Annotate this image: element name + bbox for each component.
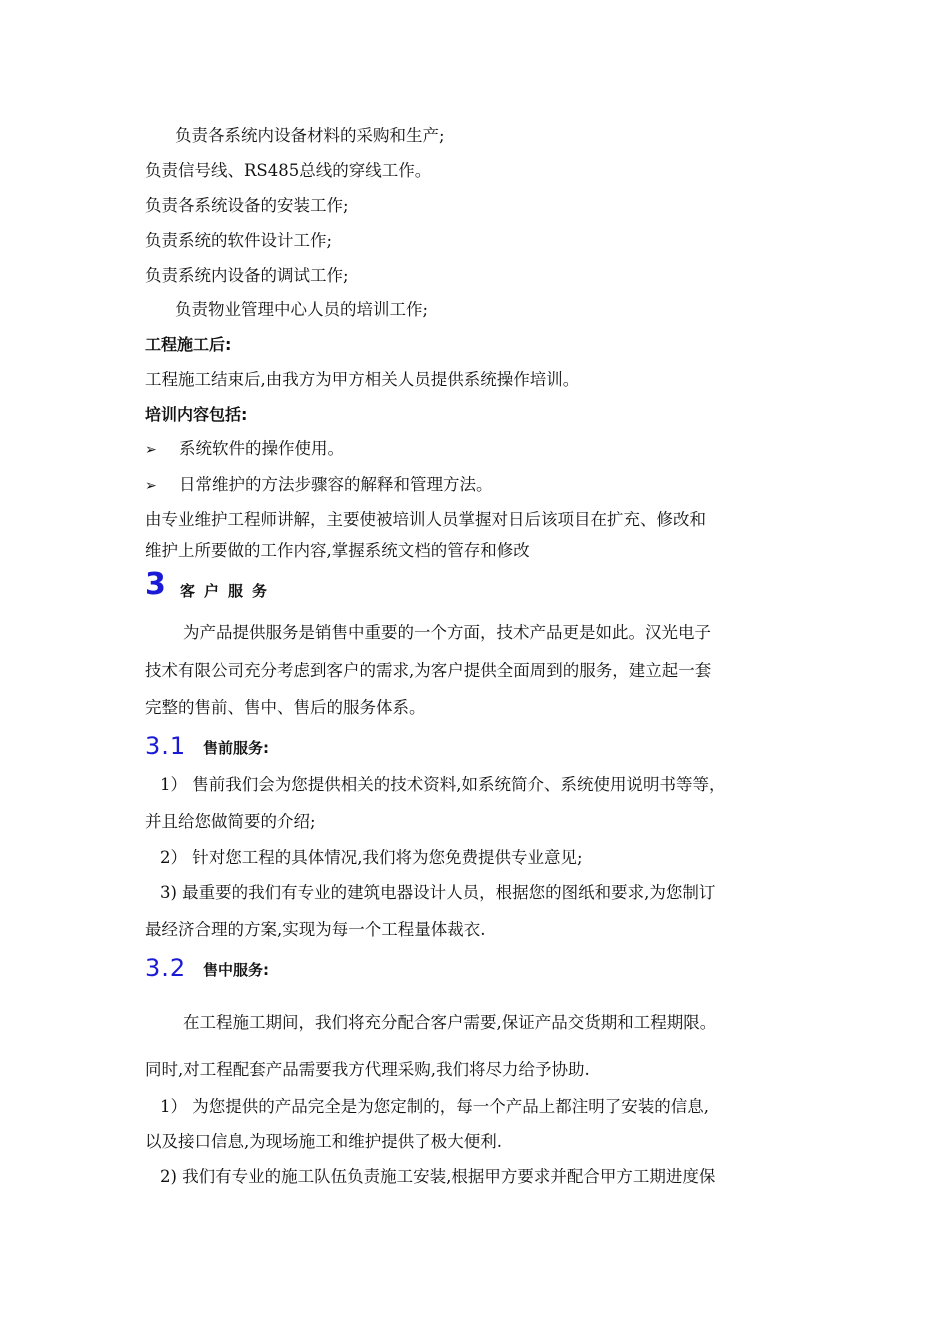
bullet-item — [145, 438, 344, 461]
paragraph-line: 技术有限公司充分考虑到客户的需求,为客户提供全面周到的服务，建立起一套 — [145, 661, 712, 680]
arrow-bullet-icon: ➢ — [145, 442, 157, 458]
list-item-continuation: 以及接口信息,为现场施工和维护提供了极大便利. — [145, 1132, 502, 1151]
bullet-text: 系统软件的操作使用。 — [179, 439, 344, 458]
text-line: 负责各系统设备的安装工作; — [145, 196, 349, 215]
section-number: 3.2 — [145, 954, 187, 982]
text-line: 负责系统的软件设计工作; — [145, 231, 333, 250]
section-title: 售中服务: — [203, 961, 269, 979]
section-number: 3 — [145, 567, 166, 602]
list-item: 3) 最重要的我们有专业的建筑电器设计人员，根据您的图纸和要求,为您制订 — [160, 883, 716, 902]
section-title: 售前服务: — [203, 739, 269, 757]
paragraph-line: 完整的售前、售中、售后的服务体系。 — [145, 698, 426, 717]
paragraph-line: 在工程施工期间，我们将充分配合客户需要,保证产品交货期和工程期限。 — [183, 1013, 717, 1032]
section-title: 客户服务 — [180, 582, 277, 600]
list-item: 2) 我们有专业的施工队伍负责施工安装,根据甲方要求并配合甲方工期进度保 — [160, 1167, 716, 1186]
list-item: 1） 售前我们会为您提供相关的技术资料,如系统简介、系统使用说明书等等， — [160, 775, 726, 794]
paragraph-line: 为产品提供服务是销售中重要的一个方面，技术产品更是如此。汉光电子 — [183, 623, 711, 642]
bullet-text: 日常维护的方法步骤容的解释和管理方法。 — [179, 475, 493, 494]
arrow-bullet-icon: ➢ — [145, 478, 157, 494]
text-line: 由专业维护工程师讲解，主要使被培训人员掌握对日后该项目在扩充、修改和 — [145, 510, 706, 529]
list-item-continuation: 并且给您做简要的介绍; — [145, 812, 316, 831]
text-line: 维护上所要做的工作内容,掌握系统文档的管存和修改 — [145, 541, 530, 560]
text-line: 负责系统内设备的调试工作; — [145, 266, 349, 285]
paragraph-line: 同时,对工程配套产品需要我方代理采购,我们将尽力给予协助. — [145, 1060, 590, 1079]
text-line: 工程施工结束后,由我方为甲方相关人员提供系统操作培训。 — [145, 370, 580, 389]
text-line: 负责信号线、RS485总线的穿线工作。 — [145, 161, 432, 180]
subheading-after-construction: 工程施工后: — [145, 335, 232, 354]
text-line: 负责物业管理中心人员的培训工作; — [175, 300, 429, 319]
list-item: 1） 为您提供的产品完全是为您定制的，每一个产品上都注明了安装的信息, — [160, 1097, 709, 1116]
section-number: 3.1 — [145, 732, 187, 760]
bullet-item — [145, 474, 493, 497]
text-line: 负责各系统内设备材料的采购和生产; — [175, 126, 445, 145]
list-item: 2） 针对您工程的具体情况,我们将为您免费提供专业意见; — [160, 848, 583, 867]
list-item-continuation: 最经济合理的方案,实现为每一个工程量体裁衣. — [145, 920, 486, 939]
subheading-training-content: 培训内容包括: — [145, 405, 248, 424]
